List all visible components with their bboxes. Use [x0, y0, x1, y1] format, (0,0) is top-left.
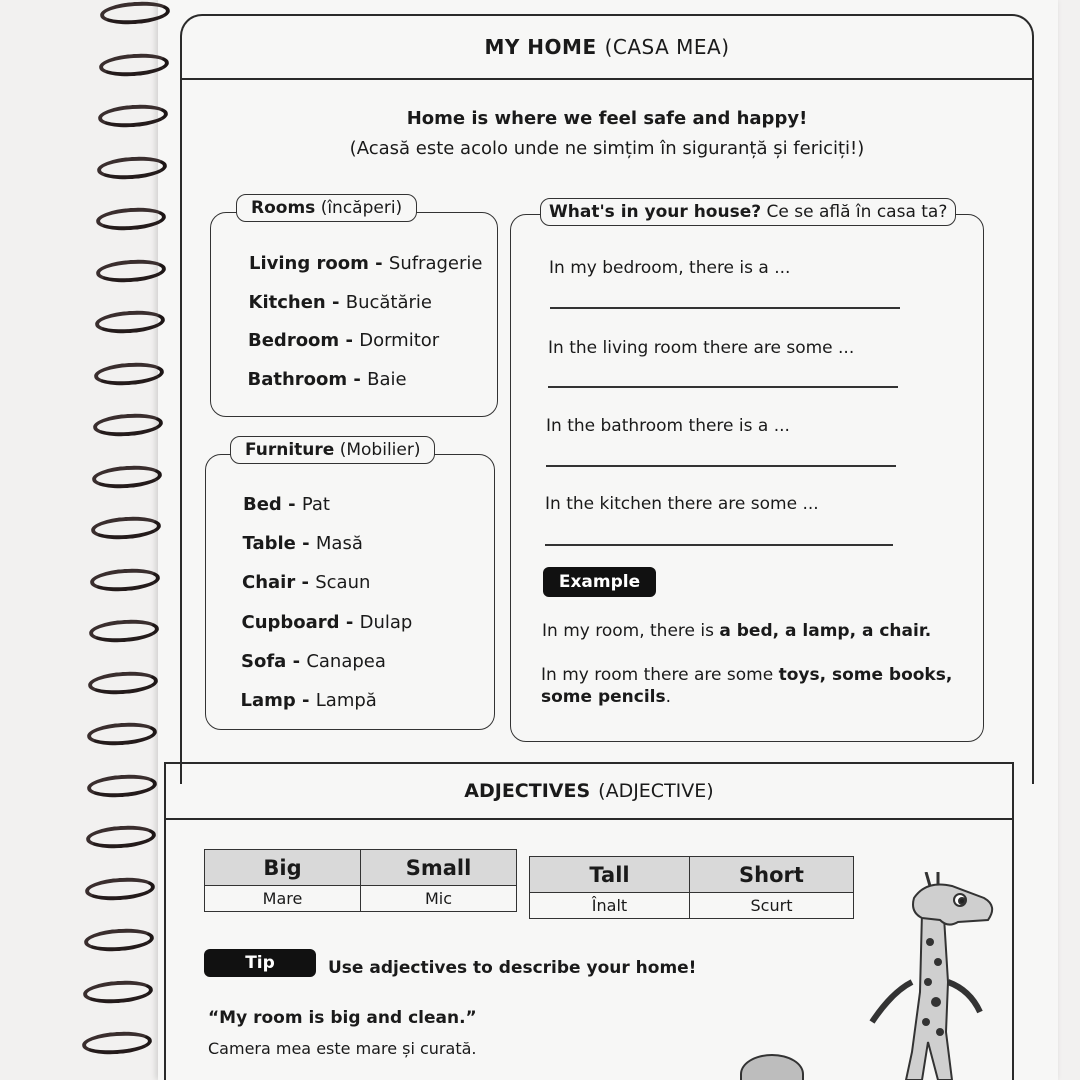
prompt-living-room: In the living room there are some ...	[548, 338, 855, 358]
room-item	[248, 369, 407, 390]
furniture-word-en: Table	[242, 533, 296, 555]
dash-separator: -	[295, 690, 316, 711]
spiral-coil	[92, 412, 163, 439]
spiral-coil	[91, 463, 162, 490]
answer-line[interactable]	[548, 386, 898, 388]
adjectives-table-1	[204, 849, 517, 912]
spiral-coil	[90, 515, 161, 542]
section-title	[182, 16, 1032, 80]
answer-line[interactable]	[550, 307, 900, 309]
spiral-binding	[78, 0, 170, 1080]
furniture-word-en: Sofa	[241, 650, 287, 672]
room-word-ro: Bucătărie	[345, 291, 432, 313]
example-2-plain: In my room there are some	[541, 665, 774, 685]
furniture-word-ro: Pat	[301, 494, 330, 515]
dash-separator: -	[295, 572, 316, 594]
adj-tall: Tall	[530, 857, 690, 893]
furniture-word-ro: Canapea	[306, 650, 386, 672]
spiral-coil	[98, 103, 169, 130]
dash-separator: -	[295, 533, 316, 555]
room-item	[249, 292, 433, 313]
furniture-word-en: Lamp	[240, 690, 296, 711]
prompt-kitchen: In the kitchen there are some ...	[545, 494, 819, 514]
motto-ro: (Acasă este acolo unde ne simțim în siguranță și fericiți!)	[349, 138, 865, 159]
rooms-label-ro: (încăperi)	[320, 198, 403, 218]
example-2-bold: toys, some books, some pencils	[541, 665, 953, 707]
answer-line[interactable]	[546, 465, 896, 467]
furniture-item	[243, 494, 330, 515]
tip-badge: Tip	[204, 949, 316, 977]
furniture-word-en: Bed	[243, 494, 282, 515]
example-2	[541, 664, 971, 708]
furniture-word-en: Chair	[242, 572, 296, 594]
adj-big: Big	[205, 850, 361, 886]
spiral-coil	[83, 927, 154, 954]
dash-separator: -	[325, 291, 346, 313]
spiral-coil	[88, 669, 159, 696]
example-2-end: .	[665, 687, 672, 707]
example-1	[542, 620, 972, 642]
dash-separator: -	[339, 330, 360, 351]
spiral-coil	[98, 51, 169, 78]
furniture-word-ro: Lampă	[315, 690, 377, 711]
example-quote-ro: Camera mea este mare și curată.	[208, 1039, 477, 1058]
prompt-bedroom: In my bedroom, there is a ...	[549, 258, 791, 278]
title-ro: (CASA MEA)	[604, 35, 730, 59]
room-item	[248, 330, 439, 351]
room-word-en: Living room	[249, 253, 369, 274]
title-en: MY HOME	[484, 35, 597, 59]
house-label-ro: Ce se află în casa ta?	[766, 202, 948, 222]
adjectives-title	[166, 764, 1012, 820]
furniture-label-ro: (Mobilier)	[339, 440, 421, 460]
spiral-coil	[87, 721, 158, 748]
answer-line[interactable]	[545, 544, 893, 546]
furniture-word-en: Cupboard	[241, 611, 340, 633]
spiral-coil	[93, 360, 164, 387]
spiral-coil	[94, 309, 165, 336]
spiral-coil	[89, 618, 160, 645]
dash-separator: -	[281, 494, 302, 515]
adj-small-ro: Mic	[361, 886, 517, 912]
spiral-coil	[89, 566, 160, 593]
spiral-coil	[96, 206, 167, 233]
example-badge: Example	[543, 567, 656, 597]
dash-separator: -	[339, 611, 360, 633]
prompt-bathroom: In the bathroom there is a ...	[546, 416, 790, 436]
room-item	[249, 253, 482, 274]
tip-text: Use adjectives to describe your home!	[328, 958, 697, 978]
spiral-coil	[99, 0, 170, 26]
motto	[180, 104, 1034, 164]
furniture-word-ro: Scaun	[315, 572, 371, 594]
spiral-coil	[82, 978, 153, 1005]
giraffe-illustration	[852, 872, 1002, 1080]
adj-big-ro: Mare	[205, 886, 361, 912]
furniture-label	[230, 436, 435, 464]
adj-short-ro: Scurt	[690, 893, 854, 919]
spiral-coil	[85, 824, 156, 851]
room-word-ro: Baie	[367, 368, 407, 390]
furniture-item	[243, 533, 363, 554]
furniture-word-ro: Dulap	[359, 611, 413, 633]
adj-short: Short	[690, 857, 854, 893]
dash-separator: -	[368, 253, 389, 274]
house-label	[540, 198, 956, 226]
furniture-item	[242, 612, 413, 633]
adjectives-title-en: ADJECTIVES	[464, 780, 591, 802]
room-word-en: Bathroom	[247, 368, 348, 390]
room-word-en: Bedroom	[248, 330, 340, 351]
house-label-en: What's in your house?	[549, 202, 762, 222]
adj-tall-ro: Înalt	[530, 893, 690, 919]
spiral-coil	[84, 875, 155, 902]
dash-separator: -	[286, 650, 307, 672]
house-box	[510, 214, 984, 742]
room-word-en: Kitchen	[248, 291, 326, 313]
spiral-coil	[97, 154, 168, 181]
rooms-label	[236, 194, 417, 222]
furniture-label-en: Furniture	[245, 440, 335, 460]
example-1-plain: In my room, there is	[542, 621, 714, 641]
room-word-ro: Sufragerie	[388, 253, 483, 274]
example-1-bold: a bed, a lamp, a chair.	[719, 621, 932, 641]
spiral-coil	[86, 772, 157, 799]
room-word-ro: Dormitor	[359, 330, 440, 351]
spiral-coil	[95, 257, 166, 284]
motto-en: Home is where we feel safe and happy!	[406, 108, 808, 129]
furniture-item	[242, 572, 370, 593]
adj-small: Small	[361, 850, 517, 886]
adjectives-title-ro: (ADJECTIVE)	[598, 780, 714, 802]
rooms-label-en: Rooms	[251, 198, 316, 218]
example-quote: “My room is big and clean.”	[208, 1008, 477, 1028]
adjectives-table-2	[529, 856, 854, 919]
dash-separator: -	[347, 368, 368, 390]
spiral-coil	[81, 1030, 152, 1057]
furniture-item	[241, 651, 386, 672]
furniture-word-ro: Masă	[315, 533, 363, 555]
furniture-item	[241, 690, 377, 711]
